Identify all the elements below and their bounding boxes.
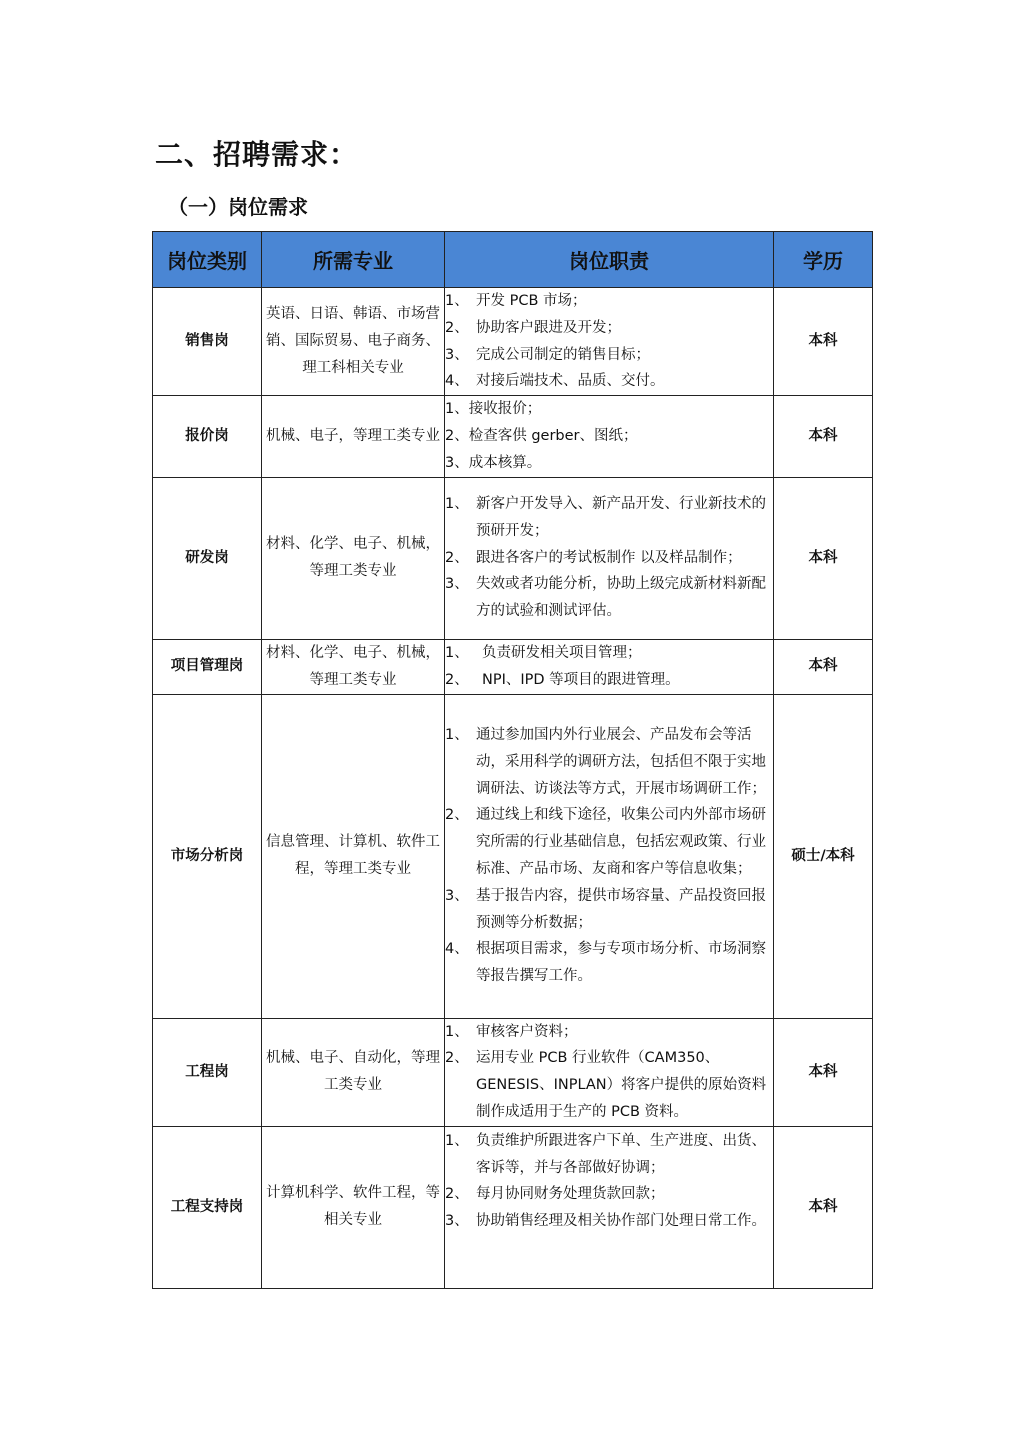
- required-major: 英语、日语、韩语、市场营销、国际贸易、电子商务、理工科相关专业: [262, 288, 445, 396]
- duty-item: 1、 新客户开发导入、新产品开发、行业新技术的预研开发；: [445, 496, 766, 539]
- job-duties: [445, 1018, 774, 1126]
- section-heading: 二、招聘需求：: [155, 138, 359, 171]
- education-level: 硕士/本科: [774, 694, 873, 1018]
- subsection-heading: （一）岗位需求: [168, 195, 308, 219]
- duty-item: 2、 运用专业 PCB 行业软件（CAM350、GENESIS、INPLAN）将客户提供的原始资料制作成适用于生产的 PCB 资料。: [445, 1050, 767, 1120]
- required-major: 材料、化学、电子、机械，等理工类专业: [262, 639, 445, 694]
- table-row: [153, 1018, 873, 1126]
- job-duties: [445, 1126, 774, 1288]
- duty-item: 2、 通过线上和线下途径，收集公司内外部市场研究所需的行业基础信息，包括宏观政策、行业标准、产品市场、友商和客户等信息收集；: [445, 807, 766, 878]
- duty-item: 3、 基于报告内容，提供市场容量、产品投资回报预测等分析数据；: [445, 887, 766, 931]
- required-major: 机械、电子，等理工类专业: [262, 396, 445, 477]
- table-row: [153, 288, 873, 396]
- duty-item: 2、检查客供 gerber、图纸；: [445, 427, 638, 444]
- education-level: 本科: [774, 1126, 873, 1288]
- education-level: 本科: [774, 396, 873, 477]
- education-level: 本科: [774, 477, 873, 639]
- duty-item: 2、 每月协同财务处理货款回款；: [445, 1186, 665, 1203]
- job-duties: [445, 396, 774, 477]
- education-level: 本科: [774, 639, 873, 694]
- required-major: 机械、电子、自动化，等理工类专业: [262, 1018, 445, 1126]
- required-major: 计算机科学、软件工程，等相关专业: [262, 1126, 445, 1288]
- duty-item: 1、 开发 PCB 市场；: [445, 293, 587, 309]
- job-duties: [445, 639, 774, 694]
- duty-item: 3、成本核算。: [445, 454, 542, 471]
- header-duties: 岗位职责: [445, 232, 774, 288]
- table-row: [153, 1126, 873, 1288]
- job-duties: [445, 694, 774, 1018]
- education-level: 本科: [774, 1018, 873, 1126]
- duty-item: 4、 对接后端技术、品质、交付。: [445, 373, 665, 390]
- duty-item: 3、 失效或者功能分析，协助上级完成新材料新配方的试验和测试评估。: [445, 576, 766, 620]
- job-category: 工程支持岗: [153, 1126, 262, 1288]
- duty-item: 1、 审核客户资料；: [445, 1023, 578, 1040]
- duty-item: 1、 负责维护所跟进客户下单、生产进度、出货、客诉等，并与各部做好协调；: [445, 1132, 766, 1176]
- job-duties: [445, 288, 774, 396]
- job-category: 市场分析岗: [153, 694, 262, 1018]
- job-category: 项目管理岗: [153, 639, 262, 694]
- job-category: 销售岗: [153, 288, 262, 396]
- job-duties: [445, 477, 774, 639]
- duty-item: 3、 完成公司制定的销售目标；: [445, 346, 650, 363]
- duty-item: 2、 NPI、IPD 等项目的跟进管理。: [445, 671, 680, 688]
- job-category: 报价岗: [153, 396, 262, 477]
- duty-item: 4、 根据项目需求，参与专项市场分析、市场洞察等报告撰写工作。: [445, 941, 766, 985]
- duty-item: 3、 协助销售经理及相关协作部门处理日常工作。: [445, 1213, 766, 1230]
- job-category: 工程岗: [153, 1018, 262, 1126]
- duty-item: 1、 通过参加国内外行业展会、产品发布会等活动，采用科学的调研方法，包括但不限于实地调研法、访谈法等方式，开展市场调研工作；: [445, 727, 766, 797]
- duty-item: 2、 协助客户跟进及开发；: [445, 319, 621, 336]
- table-row: [153, 396, 873, 477]
- duty-item: 1、接收报价；: [445, 401, 542, 418]
- required-major: 材料、化学、电子、机械，等理工类专业: [262, 477, 445, 639]
- required-major: 信息管理、计算机、软件工程，等理工类专业: [262, 694, 445, 1018]
- education-level: 本科: [774, 288, 873, 396]
- table-row: [153, 639, 873, 694]
- header-category: 岗位类别: [153, 232, 262, 288]
- header-major: 所需专业: [262, 232, 445, 288]
- job-requirements-table: [152, 231, 873, 1289]
- header-education: 学历: [774, 232, 873, 288]
- duty-item: 2、 跟进各客户的考试板制作 以及样品制作；: [445, 549, 742, 566]
- table-row: [153, 694, 873, 1018]
- duty-item: 1、 负责研发相关项目管理；: [445, 644, 642, 661]
- table-header-row: [153, 232, 873, 288]
- table-row: [153, 477, 873, 639]
- job-category: 研发岗: [153, 477, 262, 639]
